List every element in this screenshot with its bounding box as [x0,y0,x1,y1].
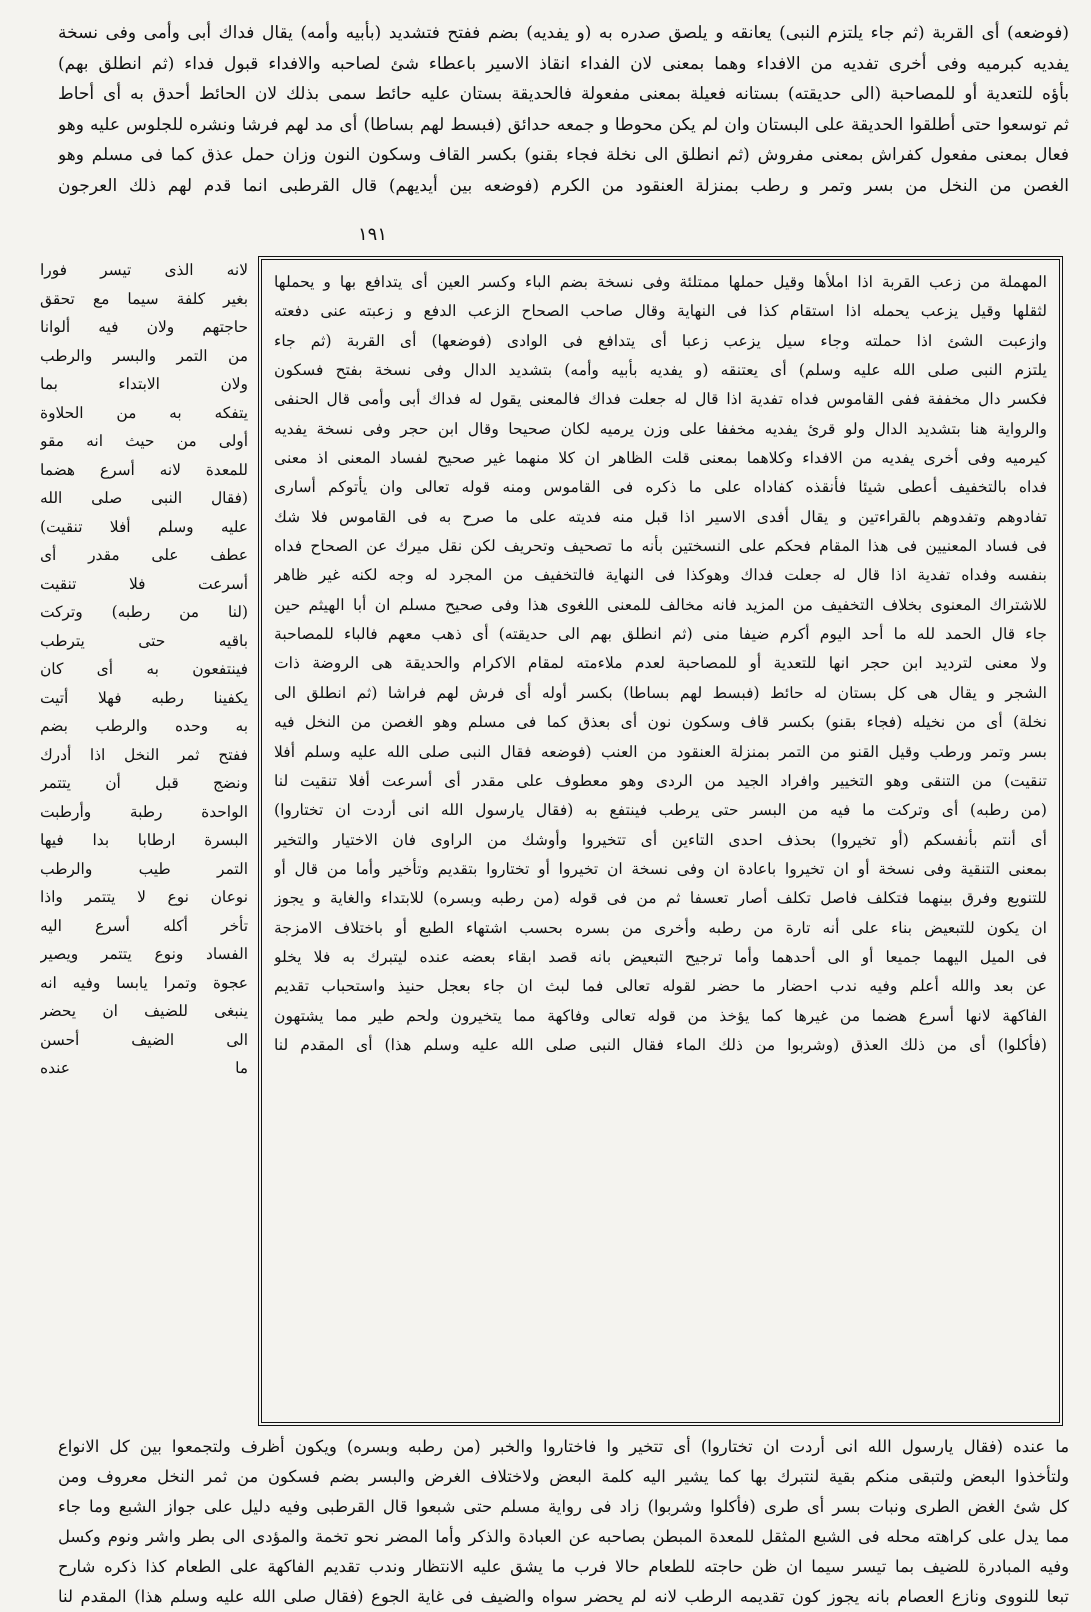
text-line: البسرة ارطابا بدا فيها [40,831,248,849]
text-line: تبعا للنووى ونازع العصام بانه يجوز كون تقديمه الرطب لانه لم يحضر سواه والضيف فى غاية الجوع (فقال صلى الله عليه وسلم هذا) المقدم لنا [58,1587,1069,1606]
text-line: الواحدة رطبة وأرطبت [40,802,248,821]
text-line: عطف على مقدر أى [40,546,248,564]
text-line: ما عنده [40,1059,248,1077]
text-line: عليه وسلم أفلا تنقيت) [40,517,248,536]
text-line: يفديه كبرميه وفى أخرى تفديه من الافداء وهما بمعنى لان الفداء انقاذ الاسير باعطاء شئ لصاحبه والافداء قبول فداء (ثم انطلق بهم) [58,53,1069,74]
text-line: حاجتهم ولان فيه ألوانا [40,318,248,336]
text-line: والرواية هنا بتشديد الدال ولو قرئ يفديه مخففا على وزن يرميه لكان صحيحا وقال ابن حجر وفى نسخة يفديه [274,419,1047,438]
text-line: بأؤه للتعدية أو للمصاحبة (الى حديقته) بستانه فعيلة بمعنى مفعولة فالحديقة بستان عليه حائط سمى بذلك لان الحائط أحدق به أى أحاط [58,84,1069,104]
text-line: بسر وتمر ورطب وقيل القنو من التمر بمنزلة العنقود من العنب (فوضعه فقال النبى صلى الله عليه وسلم أفلا [274,742,1047,761]
text-line: ان يكون للتبعيض بناء على أنه تارة من رطبه وأخرى من بسره بحسب اشتهاء الطبع أو باختلاف الامزجة [274,918,1047,937]
text-line: ففتح ثمر النخل اذا أدرك [40,745,248,764]
text-line: عجوة وتمرا يابسا وفيه انه [40,973,248,992]
margin-text-column [40,256,248,1426]
text-line: تأخر أكله أسرع اليه [40,916,248,935]
text-line: كيرميه وفى أخرى يفديه من الافداء وكلاهما بمعنى قلت الظاهر ان كلا منهما غير صحيح لفساد المعنى اذ معنى [274,449,1047,468]
text-line: فداه بالتخفيف أعطى شيئا فأنقذه كفاداه على ما ذكره فى القاموس ومنه قوله تعالى وان يأتوكم أسارى [274,478,1047,497]
text-line: من التمر والبسر والرطب [40,346,248,365]
text-line: (من رطبه) أى وتركت ما فيه من البسر حتى يرطب فينتفع به (فقال يارسول الله انى أردت ان تختاروا) [274,801,1047,820]
text-line: (لنا من رطبه) وتركت [40,603,248,621]
text-line: الغصن من النخل من بسر وتمر و رطب بمنزلة العنقود من الكرم (فوضعه بين أيديهم) قال القرطبى انما قدم لهم ذلك العرجون [58,175,1069,196]
text-line: نوعان نوع لا يتتمر واذا [40,888,248,906]
text-line: ينبغى للضيف ان يحضر [40,1002,248,1020]
text-line: الى الضيف أحسن [40,1030,248,1049]
text-line: ولتأخذوا البعض ولتبقى منكم بقية لنتبرك بها كما يشير اليه كلمة البعض ولاختلاف الغرض والبسر بضم فسكون من ثمر النخل معروف ومن [58,1467,1069,1486]
text-line: ما عنده (فقال يارسول الله انى أردت ان تختاروا) أى تتخير وا فاختاروا والخبر (من رطبه وبسره) ويكون أظرف ولتجمعوا بين كل الانواع [58,1437,1069,1456]
text-line: للمعدة لانه أسرع هضما [40,460,248,479]
text-line: فكسر دال مخففة ففى القاموس فداه تفدية اذا قال له جعلت فداك فالمعنى يقول له فداك أبى وأمى قال الحنفى [274,390,1047,409]
text-line: للاشتراك المعنوى بخلاف التخفيف من المزيد فانه مخالف للمعنى اللغوى هذا وفى صحيح مسلم ان أبا الهيثم حين [274,595,1047,614]
text-line: ولان الابتداء بما [40,375,248,393]
text-line: فى الميل اليهما جميعا أو الى أحدهما وأما ترجيح التبعيض بانه قصد ابقاء بعضه عنده ليتبرك به فلا يخلو [274,947,1047,966]
main-text-bottom [58,1432,1069,1612]
text-line: وفيه المبادرة للضيف بما تيسر سيما ان ظن حاجته للطعام حالا فرب ما يشق عليه الانتظار وندب تقديم الفاكهة على الطعام كذا ذكره شارح [58,1557,1069,1576]
text-line: الفساد ونوع يتتمر ويصير [40,945,248,963]
text-line: لانه الذى تيسر فورا [40,261,248,279]
text-line: للتنويع وفرق بينهما فتكلف فاصل تكلف أصار تعسفا ثم من فى قوله (من رطبه وبسره) للابتداء والغاية و يجوز [274,889,1047,908]
text-line: تنقيت) من التنقى وهو التخيير وافراد الجيد من الردى وهو معطوف على مقدر أى أسرعت أفلا تنقيت لنا [274,771,1047,790]
text-line: بمعنى التنقية وفى نسخة أو ان تخيروا باعادة ان وفى نسخة ان تخيروا أو تختاروا بتقديم وتأخير وأما من قال أو [274,859,1047,878]
main-text-top [58,18,1069,201]
text-line: ولا معنى لترديد ابن حجر انها للتعدية أو للمصاحبة لعدم ملاءمته لمقام الاكرام والحديقة هى الروضة ذات [274,654,1047,673]
text-line: ونضج قبل أن يتتمر [40,774,248,792]
text-line: عن بعد والله أعلم وفيه ندب احضار ما حضر لقوله تعالى فما لبث ان جاء بعجل حنيذ واستحباب تقديم [274,977,1047,996]
commentary-frame [258,256,1063,1426]
text-line: باقيه حتى يترطب [40,631,248,650]
text-line: مما يدل على كراهته محله فى الشبع المثقل للمعدة المبطن بصاحبه عن العبادة والذكر وأما المضر نحو تخمة والمؤدى الى بطر واشر ونوم وكسل [58,1527,1069,1546]
text-line: (فوضعه) أى القربة (ثم جاء يلتزم النبى) يعانقه و يلصق صدره به (و يفديه) بضم ففتح فتشديد (بأبيه وأمه) يقال فداك أبى وأمى وفى نسخة [58,23,1069,43]
text-line: فينتفعون به أى كان [40,660,248,678]
page-number: ١٩١ [358,224,388,245]
text-line: لثقلها وقيل يزعب يحمله اذا استقام كذا فى النهاية وقال صاحب الصحاح الزعب الدفع و زعبته عنى دفعته [274,302,1047,321]
text-line: التمر طيب والرطب [40,859,248,878]
text-line: أولى من حيث انه مقو [40,432,248,450]
text-line: الفاكهة لانها أسرع هضما من غيرها كما يؤخذ من قوله تعالى وفاكهة مما يتخيرون ولحم طير مما يشتهون [274,1006,1047,1025]
text-line: فعال بمعنى مفعول كفراش بمعنى مفروش (ثم انطلق الى نخلة فجاء بقنو) بكسر القاف وسكون النون وزان حمل عذق كما فى مسلم وهو [58,145,1069,165]
page-number-row [58,222,1069,252]
text-line: (فأكلوا) أى من ذلك العذق (وشربوا من ذلك الماء فقال النبى صلى الله عليه وسلم هذا) أى المقدم لنا [274,1035,1047,1054]
text-line: تفادوهم وتفدوهم بالقراءتين و يقال أفدى الاسير اذا قبل منه فديته على ما صرح به فى القاموس فلا شك [274,507,1047,526]
commentary-text [262,260,1059,1060]
text-line: كل شئ الغض الطرى ونبات بسر أى طرى (فأكلوا وشربوا) زاد فى رواية مسلم حتى شبعوا قال القرطبى وفيه دليل على جواز الشبع وما جاء [58,1497,1069,1516]
text-line: جاء قال الحمد لله ما أحد اليوم أكرم ضيفا منى (ثم انطلق بهم الى حديقته) أى ذهب معهم فالباء للمصاحبة [274,625,1047,644]
text-line: يتفكه به من الحلاوة [40,403,248,422]
text-line: (فقال النبى صلى الله [40,489,248,507]
text-line: يلتزم النبى صلى الله عليه وسلم) أى يعتنقه (و يفديه بأبيه وأمه) بتشديد الدال وفى نسخة بفتح فسكون [274,361,1047,380]
text-line: نخلة) أى من نخيله (فجاء بقنو) بكسر قاف وسكون نون أى بعذق كما فى مسلم وهو الغصن من النخل فيه [274,713,1047,732]
text-line: أسرعت فلا تنقيت [40,574,248,593]
text-line: وازعبت الشئ اذا حملته وجاء سيل يزعب زعبا أى يتدافع فى الوادى (فوضعها) أى القربة (ثم جاء [274,331,1047,350]
text-line: المهملة من زعب القربة اذا املأها وقيل حملها ممتلئة وفى نسخة بضم الباء وكسر العين أى يتدافع بها و يحملها [274,273,1047,291]
text-line: الشجر و يقال هى كل بستان له حائط (فبسط لهم بساطا) بكسر أوله أى فرش لهم فراشا (ثم انطلق الى [274,683,1047,702]
text-line: فى فساد المعنيين فى هذا المقام فحكم على النسختين بأنه ما تصحيف وتحريف لكن نقل ميرك عن الصحاح فداه [274,537,1047,556]
text-line: ثم توسعوا حتى أطلقوا الحديقة على البستان وان لم يكن محوطا و جمعه حدائق (فبسط لهم بساطا) أى مد لهم فرشا ونشره للجلوس عليه وهو [58,114,1069,135]
text-line: بنفسه وفداه تفدية اذا قال له جعلت فداك وهوكذا فى النهاية فالتخفيف من المجرد له وجه لكنه غير ظاهر [274,566,1047,585]
text-line: أى أنتم بأنفسكم (أو تخيروا) بحذف احدى التاءين أى تتخيروا وأوشك من الراوى فان الاختيار والتخير [274,830,1047,849]
text-line: يكفينا رطبه فهلا أتيت [40,688,248,707]
text-line: به وحده والرطب بضم [40,717,248,735]
text-line: بغير كلفة سيما مع تحقق [40,289,248,308]
